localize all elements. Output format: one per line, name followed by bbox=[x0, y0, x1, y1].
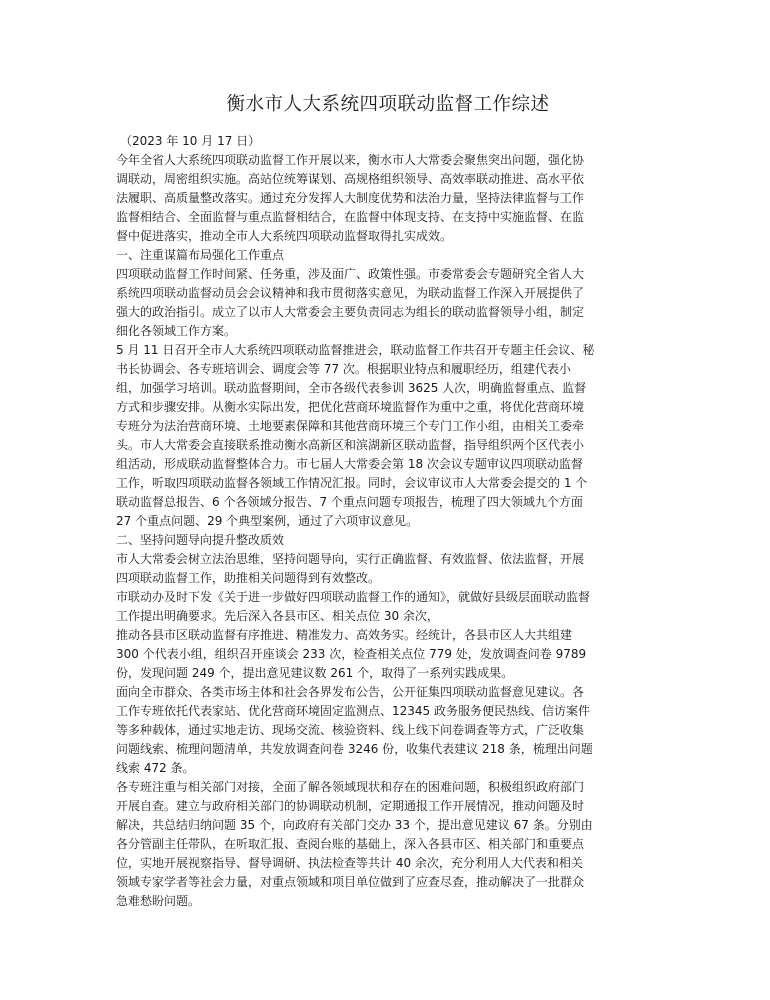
body-line: 27 个重点问题、29 个典型案例，通过了六项审议意见。 bbox=[116, 514, 419, 528]
body-line: 工作提出明确要求。先后深入各县市区、相关点位 30 余次， bbox=[116, 609, 439, 623]
body-line: 调联动，周密组织实施。高站位统筹谋划、高规格组织领导、高效率联动推进、高水平依 bbox=[116, 172, 585, 186]
body-line: 系统四项联动监督动员会会议精神和我市贯彻落实意见，为联动监督工作深入开展提供了 bbox=[116, 286, 585, 300]
body-line: 组，加强学习培训。联动监督期间，全市各级代表参训 3625 人次，明确监督重点、监督 bbox=[116, 381, 587, 395]
document-title: 衡水市人大系统四项联动监督工作综述 bbox=[226, 94, 550, 115]
body-line: 推动各县市区联动监督有序推进、精准发力、高效务实。经统计，各县市区人大共组建 bbox=[116, 628, 573, 642]
body-line: 各分管副主任带队，在听取汇报、查阅台账的基础上，深入各县市区、相关部门和重要点 bbox=[116, 837, 585, 851]
body-line: 头。市人大常委会直接联系推动衡水高新区和滨湖新区联动监督，指导组织两个区代表小 bbox=[116, 438, 585, 452]
body-line: 四项联动监督工作，助推相关问题得到有效整改。 bbox=[116, 571, 381, 585]
body-line: 方式和步骤安排。从衡水实际出发，把优化营商环境监督作为重中之重，将优化营商环境 bbox=[116, 400, 585, 414]
body-line: 一、注重谋篇布局强化工作重点 bbox=[116, 248, 285, 262]
body-line: 联动监督总报告、6 个各领域分报告、7 个重点问题专项报告，梳理了四大领域九个方面 bbox=[116, 495, 583, 509]
body-line: 专班分为法治营商环境、土地要素保障和其他营商环境三个专门工作小组，由相关工委牵 bbox=[116, 419, 585, 433]
body-line: 领域专家学者等社会力量，对重点领域和项目单位做到了应查尽查，推动解决了一批群众 bbox=[116, 875, 585, 889]
document-body bbox=[116, 132, 660, 911]
body-line: 强大的政治指引。成立了以市人大常委会主要负责同志为组长的联动监督领导小组，制定 bbox=[116, 305, 585, 319]
body-line: 急难愁盼问题。 bbox=[116, 894, 201, 908]
body-line: 督中促进落实，推动全市人大系统四项联动监督取得扎实成效。 bbox=[116, 229, 453, 243]
body-line: 解决，共总结归纳问题 35 个，向政府有关部门交办 33 个，提出意见建议 67 条。分别由 bbox=[116, 818, 593, 832]
body-line: 二、坚持问题导向提升整改质效 bbox=[116, 533, 285, 547]
body-line: 组活动，形成联动监督整体合力。市七届人大常委会第 18 次会议专题审议四项联动监督 bbox=[116, 457, 583, 471]
body-line: 细化各领域工作方案。 bbox=[116, 324, 237, 338]
body-line: 四项联动监督工作时间紧、任务重，涉及面广、政策性强。市委常委会专题研究全省人大 bbox=[116, 267, 585, 281]
body-line: 书长协调会、各专班培训会、调度会等 77 次。根据职业特点和履职经历，组建代表小 bbox=[116, 362, 571, 376]
body-line: 5 月 11 日召开全市人大系统四项联动监督推进会，联动监督工作共召开专题主任会议、秘 bbox=[116, 343, 595, 357]
body-line: 法履职、高质量整改落实。通过充分发挥人大制度优势和法治力量，坚持法律监督与工作 bbox=[116, 191, 585, 205]
body-line: 位，实地开展视察指导、督导调研、执法检查等共计 40 余次，充分利用人大代表和相关 bbox=[116, 856, 583, 870]
body-line: 监督相结合、全面监督与重点监督相结合，在监督中体现支持、在支持中实施监督、在监 bbox=[116, 210, 585, 224]
body-line: 份，发现问题 249 个，提出意见建议数 261 个，取得了一系列实践成果。 bbox=[116, 666, 514, 680]
body-line: 等多种载体，通过实地走访、现场交流、核验资料、线上线下问卷调查等方式，广泛收集 bbox=[116, 723, 585, 737]
body-line: 工作专班依托代表家站、优化营商环境固定监测点、12345 政务服务便民热线、信访案件 bbox=[116, 704, 590, 718]
body-line: 市人大常委会树立法治思维，坚持问题导向，实行正确监督、有效监督、依法监督，开展 bbox=[116, 552, 585, 566]
body-line: 市联动办及时下发《关于进一步做好四项联动监督工作的通知》，就做好县级层面联动监督 bbox=[116, 590, 591, 604]
body-line: 工作，听取四项联动监督各领域工作情况汇报。同时，会议审议市人大常委会提交的 1 个 bbox=[116, 476, 588, 490]
body-line: 面向全市群众、各类市场主体和社会各界发布公告，公开征集四项联动监督意见建议。各 bbox=[116, 685, 585, 699]
body-line: 今年全省人大系统四项联动监督工作开展以来，衡水市人大常委会聚焦突出问题，强化协 bbox=[116, 153, 585, 167]
body-line: 线索 472 条。 bbox=[116, 761, 195, 775]
body-line: 开展自查。建立与政府相关部门的协调联动机制，定期通报工作开展情况，推动问题及时 bbox=[116, 799, 585, 813]
body-line: 问题线索、梳理问题清单，共发放调查问卷 3246 份，收集代表建议 218 条，梳理出问题 bbox=[116, 742, 593, 756]
document-date: （2023 年 10 月 17 日） bbox=[120, 134, 261, 148]
body-line: 300 个代表小组，组织召开座谈会 233 次，检查相关点位 779 处，发放调查问卷 9789 bbox=[116, 647, 587, 661]
body-line: 各专班注重与相关部门对接，全面了解各领域现状和存在的困难问题，积极组织政府部门 bbox=[116, 780, 585, 794]
